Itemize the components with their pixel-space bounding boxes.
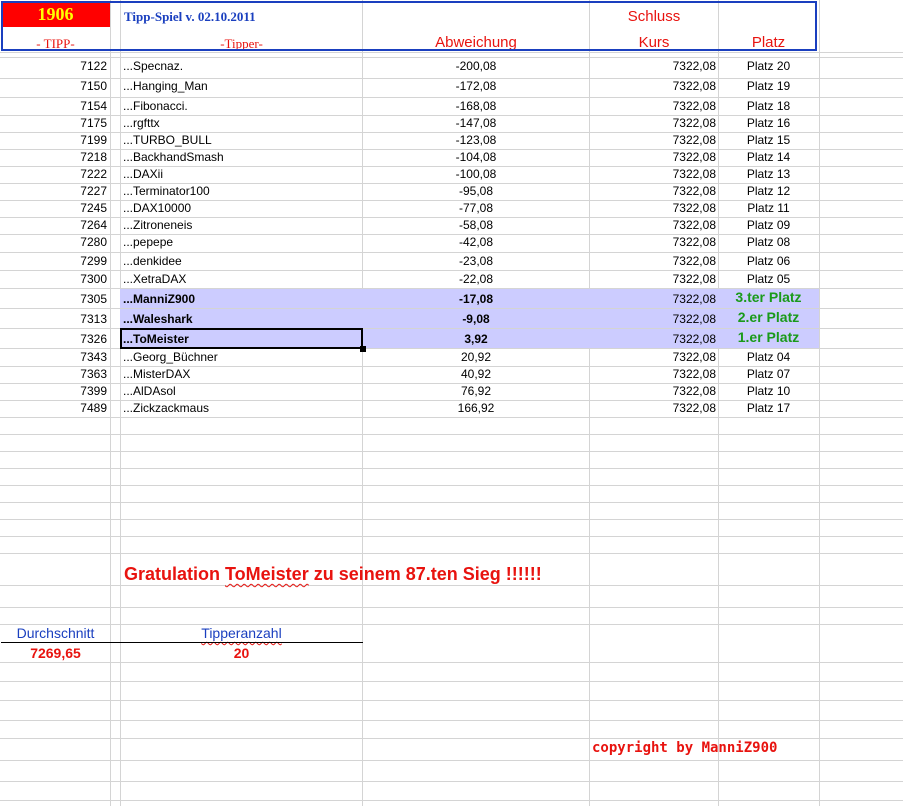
platz-cell[interactable]: Platz 06 (746, 254, 791, 268)
tipper-cell[interactable]: ...rgfttx (123, 116, 160, 130)
grid-column-line (110, 0, 111, 806)
grid-row-line (0, 738, 903, 739)
tipper-cell[interactable]: ...Zickzackmaus (123, 401, 210, 415)
tipper-cell[interactable]: ...ManniZ900 (123, 292, 196, 306)
platz-cell[interactable]: Platz 09 (746, 218, 791, 232)
grid-row-line (0, 434, 903, 435)
tipper-cell[interactable]: ...Hanging_Man (123, 79, 208, 93)
tipper-cell[interactable]: ...ToMeister (123, 332, 189, 346)
tipper-cell[interactable]: ...Terminator100 (123, 184, 210, 198)
platz-cell[interactable]: Platz 14 (746, 150, 791, 164)
abweichung-cell[interactable]: -42,08 (458, 235, 494, 249)
tipp-cell[interactable]: 7218 (80, 150, 107, 164)
grid-row-line (0, 700, 903, 701)
col-header-abweichung[interactable]: Abweichung (435, 34, 517, 51)
abweichung-cell[interactable]: -23,08 (458, 254, 494, 268)
kurs-cell[interactable]: 7322,08 (672, 184, 716, 198)
tipp-cell[interactable]: 7305 (80, 292, 107, 306)
kurs-cell[interactable]: 7322,08 (672, 79, 716, 93)
kurs-cell[interactable]: 7322,08 (672, 384, 716, 398)
abweichung-cell[interactable]: 3,92 (464, 332, 488, 346)
grid-row-line (0, 720, 903, 721)
tipp-cell[interactable]: 7489 (80, 401, 107, 415)
tipp-cell[interactable]: 7175 (80, 116, 107, 130)
col-header-platz[interactable]: Platz (751, 34, 786, 51)
abweichung-cell[interactable]: -77,08 (458, 201, 494, 215)
abweichung-cell[interactable]: -95,08 (458, 184, 494, 198)
congratulations-message[interactable] (124, 563, 542, 585)
tipp-cell[interactable]: 7122 (80, 59, 107, 73)
tipper-cell[interactable]: ...Georg_Büchner (123, 350, 218, 364)
tipp-cell[interactable]: 7363 (80, 367, 107, 381)
tipp-cell[interactable]: 7326 (80, 332, 107, 346)
kurs-cell[interactable]: 7322,08 (672, 59, 716, 73)
copyright-note[interactable]: copyright by ManniZ900 (592, 740, 778, 756)
grid-row-line (0, 468, 903, 469)
tipper-cell[interactable]: ...TURBO_BULL (123, 133, 212, 147)
tipper-cell[interactable]: ...denkidee (123, 254, 182, 268)
tipp-cell[interactable]: 7245 (80, 201, 107, 215)
tipper-cell[interactable]: ...DAXii (123, 167, 164, 181)
abweichung-cell[interactable]: -100,08 (455, 167, 497, 181)
abweichung-cell[interactable]: -58,08 (458, 218, 494, 232)
abweichung-cell[interactable]: -200,08 (455, 59, 497, 73)
tipp-cell[interactable]: 7280 (80, 235, 107, 249)
platz-cell[interactable]: Platz 13 (746, 167, 791, 181)
kurs-cell[interactable]: 7322,08 (672, 150, 716, 164)
kurs-cell[interactable]: 7322,08 (672, 272, 716, 286)
abweichung-cell[interactable]: -17,08 (458, 292, 494, 306)
abweichung-cell[interactable]: 40,92 (460, 367, 492, 381)
tipper-cell[interactable]: ...XetraDAX (123, 272, 187, 286)
tipp-cell[interactable]: 7199 (80, 133, 107, 147)
tipper-cell[interactable]: ...BackhandSmash (123, 150, 224, 164)
platz-cell[interactable]: Platz 08 (746, 235, 791, 249)
abweichung-cell[interactable]: -147,08 (455, 116, 497, 130)
grid-row-line (0, 607, 903, 608)
tipp-cell[interactable]: 7227 (80, 184, 107, 198)
abweichung-cell[interactable]: -104,08 (455, 150, 497, 164)
tipper-cell[interactable]: ...DAX10000 (123, 201, 192, 215)
platz-cell[interactable]: 1.er Platz (737, 329, 800, 345)
abweichung-cell[interactable]: 20,92 (460, 350, 492, 364)
tipp-cell[interactable]: 7150 (80, 79, 107, 93)
tipp-cell[interactable]: 7154 (80, 99, 107, 113)
grid-row-line (0, 781, 903, 782)
grid-column-line (120, 0, 121, 806)
kurs-cell[interactable]: 7322,08 (672, 332, 716, 346)
congrats-prefix: Gratulation (124, 564, 226, 584)
tipp-cell[interactable]: 7399 (80, 384, 107, 398)
kurs-cell[interactable]: 7322,08 (672, 167, 716, 181)
platz-cell[interactable]: 3.ter Platz (735, 289, 802, 305)
tipp-cell[interactable]: 7264 (80, 218, 107, 232)
kurs-cell[interactable]: 7322,08 (672, 312, 716, 326)
platz-cell[interactable]: 2.er Platz (737, 309, 800, 325)
tipp-cell[interactable]: 7300 (80, 272, 107, 286)
tipper-cell[interactable]: ...Fibonacci. (123, 99, 188, 113)
tipper-count-label-text: Tipperanzahl (201, 625, 282, 641)
platz-cell[interactable]: Platz 11 (747, 201, 790, 215)
kurs-cell[interactable]: 7322,08 (672, 133, 716, 147)
kurs-cell[interactable]: 7322,08 (672, 218, 716, 232)
tipper-cell[interactable]: ...Specnaz. (123, 59, 184, 73)
grid-row-line (0, 536, 903, 537)
tipper-cell[interactable]: ...Waleshark (123, 312, 193, 326)
platz-cell[interactable]: Platz 12 (746, 184, 791, 198)
abweichung-cell[interactable]: -172,08 (455, 79, 497, 93)
average-label[interactable]: Durchschnitt (16, 625, 95, 641)
tipp-number-cell[interactable]: 1906 (1, 1, 110, 27)
average-value[interactable]: 7269,65 (30, 645, 81, 661)
grid-row-line (0, 502, 903, 503)
tipper-count-value[interactable]: 20 (233, 645, 250, 661)
platz-cell[interactable]: Platz 07 (746, 367, 791, 381)
stats-underline (1, 642, 363, 643)
grid-row-line (0, 681, 903, 682)
tipper-cell[interactable]: ...Zitroneneis (123, 218, 193, 232)
platz-cell[interactable]: Platz 20 (746, 59, 791, 73)
kurs-cell[interactable]: 7322,08 (672, 235, 716, 249)
fill-handle[interactable] (360, 346, 366, 352)
col-header-tipper[interactable]: -Tipper- (220, 36, 263, 51)
tipp-cell[interactable]: 7343 (80, 350, 107, 364)
platz-cell[interactable]: Platz 05 (746, 272, 791, 286)
abweichung-cell[interactable]: 76,92 (460, 384, 492, 398)
col-header-kurs[interactable]: Kurs (638, 34, 670, 51)
grid-row-line (0, 585, 903, 586)
tipper-cell[interactable]: ...MisterDAX (123, 367, 191, 381)
col-header-tipp[interactable]: - TIPP- (36, 36, 75, 51)
abweichung-cell[interactable]: -9,08 (462, 312, 490, 326)
tipp-cell[interactable]: 7222 (80, 167, 107, 181)
kurs-cell[interactable]: 7322,08 (672, 367, 716, 381)
tipp-cell[interactable]: 7299 (80, 254, 107, 268)
tipper-cell[interactable]: ...AlDAsol (123, 384, 176, 398)
platz-cell[interactable]: Platz 10 (746, 384, 791, 398)
platz-cell[interactable]: Platz 16 (746, 116, 791, 130)
grid-row-line (0, 553, 903, 554)
grid-row-line (0, 417, 903, 418)
platz-cell[interactable]: Platz 18 (746, 99, 791, 113)
congrats-winner-name: ToMeister (225, 564, 309, 584)
platz-cell[interactable]: Platz 15 (746, 133, 791, 147)
grid-row-line (0, 800, 903, 801)
platz-cell[interactable]: Platz 17 (746, 401, 791, 415)
tipp-cell[interactable]: 7313 (80, 312, 107, 326)
grid-column-line (819, 0, 820, 806)
kurs-cell[interactable]: 7322,08 (672, 401, 716, 415)
kurs-cell[interactable]: 7322,08 (672, 116, 716, 130)
kurs-cell[interactable]: 7322,08 (672, 292, 716, 306)
abweichung-cell[interactable]: -123,08 (455, 133, 497, 147)
platz-cell[interactable]: Platz 04 (746, 350, 791, 364)
kurs-cell[interactable]: 7322,08 (672, 254, 716, 268)
kurs-cell[interactable]: 7322,08 (672, 201, 716, 215)
grid-row-line (0, 760, 903, 761)
kurs-cell[interactable]: 7322,08 (672, 350, 716, 364)
abweichung-cell[interactable]: 166,92 (457, 401, 495, 415)
game-title[interactable]: Tipp-Spiel v. 02.10.2011 (124, 9, 256, 24)
abweichung-cell[interactable]: -168,08 (455, 99, 497, 113)
congrats-suffix: zu seinem 87.ten Sieg !!!!!! (308, 564, 542, 584)
schluss-label[interactable]: Schluss (627, 8, 681, 25)
grid-row-line (0, 485, 903, 486)
abweichung-cell[interactable]: -22,08 (458, 272, 494, 286)
grid-row-line (0, 662, 903, 663)
grid-row-line (0, 451, 903, 452)
tipper-cell[interactable]: ...pepepe (123, 235, 174, 249)
tipper-count-label[interactable] (121, 625, 362, 642)
kurs-cell[interactable]: 7322,08 (672, 99, 716, 113)
grid-row-line (0, 519, 903, 520)
platz-cell[interactable]: Platz 19 (746, 79, 791, 93)
grid-row-line (0, 52, 903, 53)
